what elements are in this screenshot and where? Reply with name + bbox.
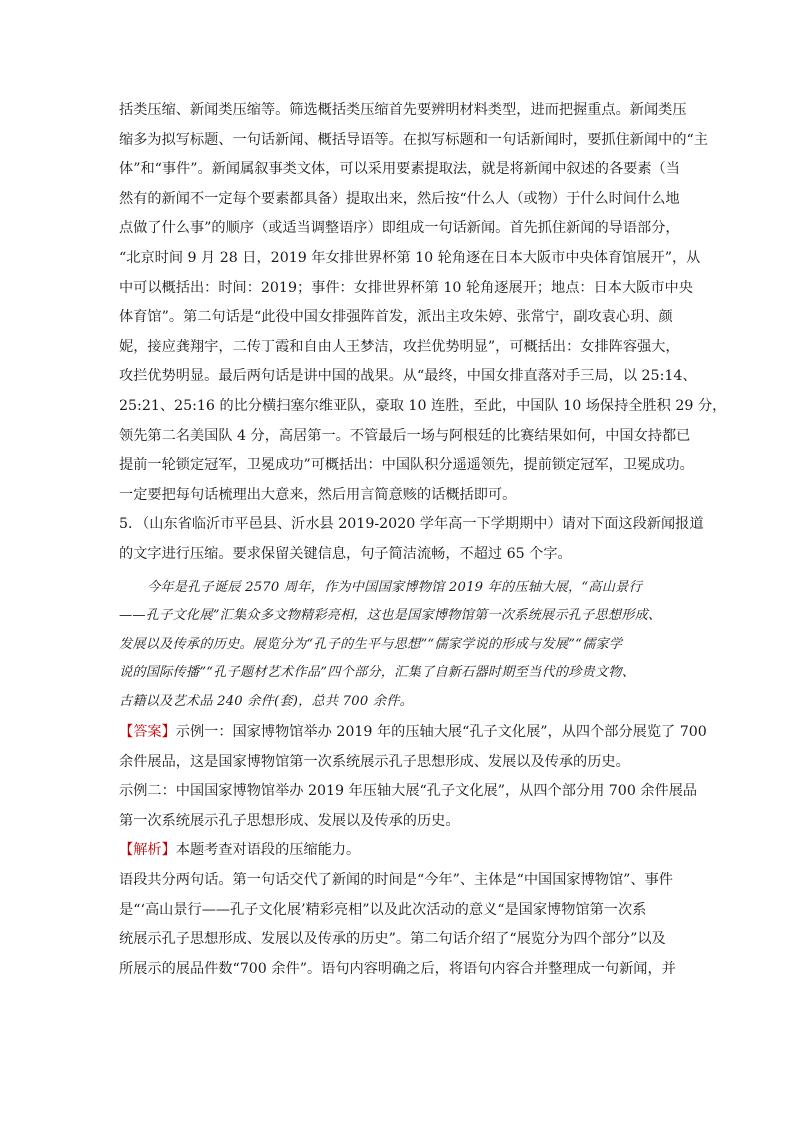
answer-line: 【答案】示例一：国家博物馆举办 2019 年的压轴大展“孔子文化展”，从四个部分展览了 700 (119, 724, 707, 740)
analysis-line: 所展示的展品件数“700 余件”。语句内容明确之后，将语句内容合并整理成一句新闻，并 (119, 960, 676, 977)
analysis-line: 统展示孔子思想形成、发展以及传承的历史”。第二句话介绍了“展览分为四个部分”以及 (119, 931, 666, 948)
text-line: “北京时间 9 月 28 日，2019 年女排世界杯第 10 轮角逐在日本大阪市中央体育馆展开”，从 (119, 249, 701, 266)
answer-line: 第一次系统展示孔子思想形成、发展以及传承的历史。 (119, 812, 460, 829)
analysis-tag: 【解析】 (119, 842, 176, 859)
text-line: 然有的新闻不一定每个要素都具备）提取出来，然后按“什么人（或物）于什么时间什么地 (119, 190, 680, 207)
analysis-section (119, 836, 685, 984)
passage-line: 古籍以及艺术品 240 余件(套)，总共 700 余件。 (119, 693, 413, 709)
text-line: 体育馆”。第二句话是“此役中国女排强阵首发，派出主攻朱婷、张常宁，副攻袁心玥、颜 (119, 309, 673, 326)
document-page (119, 96, 727, 984)
text-line: 攻拦优势明显。最后两句话是讲中国的战果。从“最终，中国女排直落对手三局，以 25:14、 (119, 368, 697, 385)
analysis-line: 语段共分两句话。第一句话交代了新闻的时间是“今年”、主体是“中国国家博物馆”、事件 (119, 871, 673, 888)
text-line: 括类压缩、新闻类压缩等。筛选概括类压缩首先要辨明材料类型，进而把握重点。新闻类压 (119, 102, 687, 118)
explanation-paragraph (119, 96, 727, 510)
text-line: 缩多为拟写标题、一句话新闻、概括导语等。在拟写标题和一句话新闻时，要抓住新闻中的“主 (119, 131, 708, 148)
answer-line: 余件展品，这是国家博物馆第一次系统展示孔子思想形成、发展以及传承的历史。 (119, 753, 630, 770)
passage-line: 说的国际传播”“孔子题材艺术作品”四个部分，汇集了自新石器时期至当代的珍贵文物、 (119, 665, 636, 680)
text-line: 提前一轮锁定冠军，卫冕成功”可概括出：中国队积分遥遥领先，提前锁定冠军，卫冕成功。 (119, 457, 694, 474)
question-line: 的文字进行压缩。要求保留关键信息，句子简洁流畅，不超过 65 个字。 (119, 545, 572, 562)
answer-line: 示例二：中国国家博物馆举办 2019 年压轴大展“孔子文化展”，从四个部分用 700 余件展品 (119, 783, 698, 800)
question-line: 5．（山东省临沂市平邑县、沂水县 2019-2020 学年高一下学期期中）请对下面这段新闻报道 (119, 516, 704, 533)
text-line: 25:21、25:16 的比分横扫塞尔维亚队，豪取 10 连胜，至此，中国队 10 场保持全胜积 29 分， (119, 397, 727, 414)
text-line: 点做了什么事”的顺序（或适当调整语序）即组成一句话新闻。首先抓住新闻的导语部分， (119, 220, 680, 237)
question-stem (119, 510, 704, 569)
passage-line: 今年是孔子诞辰 2570 周年，作为中国国家博物馆 2019 年的压轴大展，“高山景行 (147, 579, 642, 595)
analysis-line: 是“‘高山景行——孔子文化展’精彩亮相”以及此次活动的意义“是国家博物馆第一次系 (119, 901, 647, 918)
text-line: 领先第二名美国队 4 分，高居第一。不管最后一场与阿根廷的比赛结果如何，中国女持都已 (119, 427, 691, 444)
answer-section (119, 718, 707, 836)
analysis-line: 【解析】本题考查对语段的压缩能力。 (119, 842, 361, 859)
passage-line: 发展以及传承的历史。展览分为“孔子的生平与思想”“儒家学说的形成与发展”“儒家学 (119, 636, 623, 652)
text-line: 中可以概括出：时间：2019；事件：女排世界杯第 10 轮角逐展开；地点：日本大阪市中央 (119, 279, 693, 296)
text-line: 一定要把每句话梳理出大意来，然后用言简意赅的话概括即可。 (119, 486, 517, 503)
answer-tag: 【答案】 (119, 724, 176, 740)
text-line: 体”和“事件”。新闻属叙事类文体，可以采用要素提取法，就是将新闻中叙述的各要素（当 (119, 161, 680, 178)
news-passage (119, 574, 685, 717)
passage-line: ——孔子文化展”汇集众多文物精彩亮相，这也是国家博物馆第一次系统展示孔子思想形成、 (119, 608, 662, 623)
text-line: 妮，接应龚翔宇，二传丁霞和自由人王梦洁，攻拦优势明显”，可概括出：女排阵容强大， (119, 338, 680, 355)
